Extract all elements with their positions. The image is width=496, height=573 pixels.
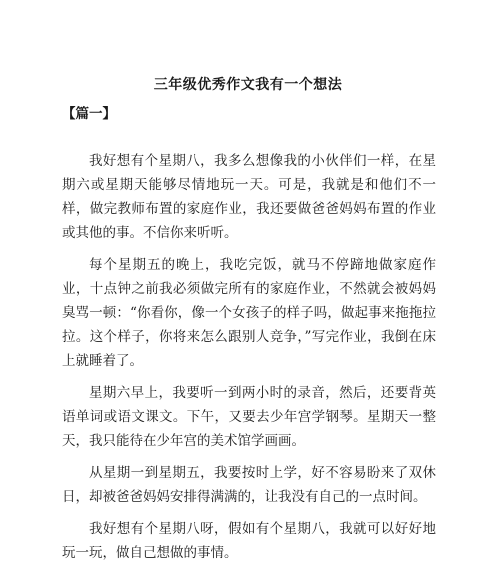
section-label: 【篇一】 (62, 106, 116, 122)
document-title: 三年级优秀作文我有一个想法 (153, 77, 343, 93)
paragraph: 每个星期五的晚上，我吃完饭，就马不停蹄地做家庭作业，十点钟之前我必须做完所有的家庭作业，不然就会被妈妈臭骂一顿：“你看你，像一个女孩子的样子吗，做起事来拖拖拉拉。这个样子，你将来怎么跟别人竞争，”写完作业，我倒在床上就睡着了。 (62, 257, 436, 369)
paragraph: 从星期一到星期五，我要按时上学，好不容易盼来了双休日，却被爸爸妈妈安排得满满的，让我没有自己的一点时间。 (62, 465, 436, 505)
paragraph: 星期六早上，我要听一到两小时的录音，然后，还要背英语单词或语文课文。下午，又要去少年宫学钢琴。星期天一整天，我只能待在少年宫的美术馆学画画。 (62, 385, 436, 449)
document-body (62, 149, 436, 573)
paragraph: 我好想有个星期八呀，假如有个星期八，我就可以好好地玩一玩，做自己想做的事情。 (62, 521, 436, 561)
paragraph: 我好想有个星期八，我多么想像我的小伙伴们一样，在星期六或星期天能够尽情地玩一天。可是，我就是和他们不一样，做完教师布置的家庭作业，我还要做爸爸妈妈布置的作业或其他的事。不信你来听听。 (62, 153, 436, 241)
